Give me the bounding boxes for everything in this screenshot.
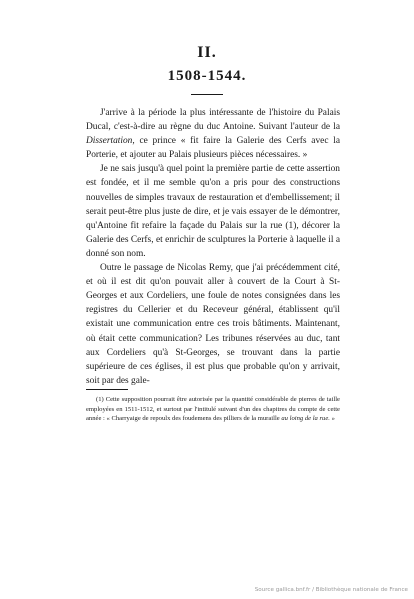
- source-attribution: Source gallica.bnf.fr / Bibliothèque nationale de France: [254, 587, 408, 593]
- paragraph-1: [86, 106, 340, 162]
- footnote-rule: [86, 389, 128, 390]
- title-rule: [191, 94, 223, 95]
- paragraph-1-text-a: J'arrive à la période la plus intéressante de l'histoire du Palais Ducal, c'est-à-dire au règne du duc Antoine. Suivant l'auteur de la: [86, 108, 340, 133]
- paragraph-3: Outre le passage de Nicolas Remy, que j'ai précédemment cité, et où il est dit qu'on pouvait aller à couvert de la Court à St-Georges et aux Cordeliers, une foule de notes consignées dans les registres du Cellerier et du Receveur général, établissent qu'il existait une communication entre ces trois bâtiments. Maintenant, où était cette communication? Les tribunes réservées au duc, tant aux Cordeliers qu'à St-Georges, se trouvant dans la partie supérieure de ces églises, il est plus que probable qu'on y arrivait, soit par des gale-: [86, 263, 340, 386]
- footnote-emphasis: au loing de la rue.: [281, 415, 330, 423]
- chapter-number: II.: [197, 44, 217, 61]
- footnote-text-a: (1) Cette supposition pourrait être autorisée par la quantité considérable de pierres de taille employées en 1511-1512, et surtout par l'intitulé suivant d'un des chapitres du compte de cette année : « Charryaige de repoulx des foudemens des pilliers de la muraille: [86, 396, 340, 423]
- footnote: [86, 395, 340, 424]
- dissertation-title: Dissertation: [86, 136, 133, 147]
- footnote-1: [86, 395, 340, 424]
- chapter-title: 1508-1544.: [167, 68, 247, 84]
- paragraph-1-text-b: , ce prince « fit faire la Galerie des Cerfs avec la Porterie, et ajouter au Palais plusieurs pièces nécessaires. »: [86, 136, 340, 161]
- footnote-text-b: »: [329, 415, 335, 423]
- paragraph-2: Je ne sais jusqu'à quel point la première partie de cette assertion est fondée, et il me semble qu'on a pris pour des constructions nouvelles de simples travaux de restauration et d'embellissement; il serait peut-être plus juste de dire, et je vais essayer de le démontrer, qu'Antoine fit refaire la façade du Palais sur la rue (1), décorer la Galerie des Cerfs, et enrichir de sculptures la Porterie à laquelle il a donné son nom.: [86, 164, 340, 259]
- body-text: [86, 106, 340, 388]
